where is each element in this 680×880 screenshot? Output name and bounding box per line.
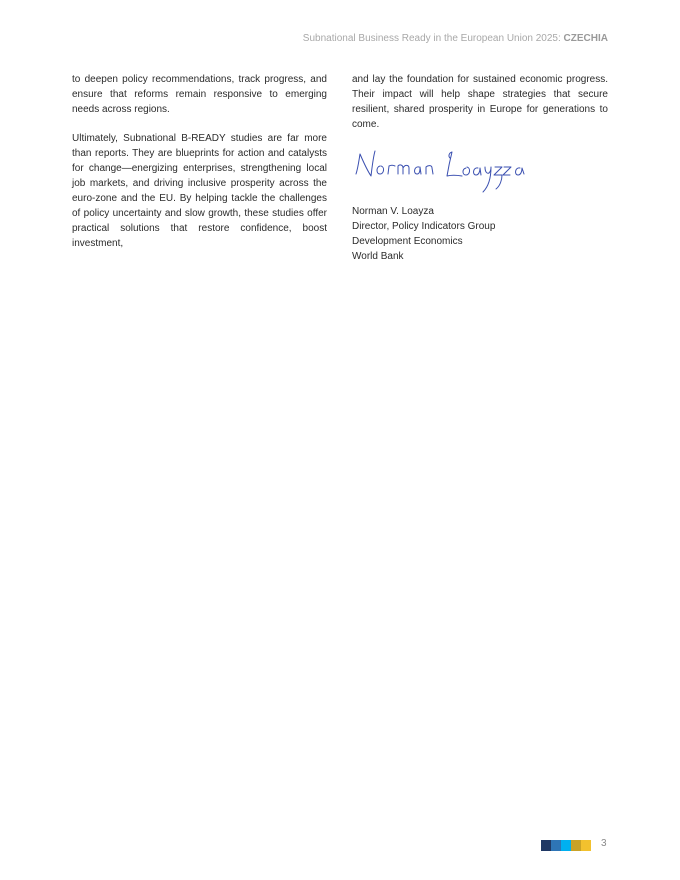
left-column [72,72,327,265]
running-header [303,33,608,44]
header-title: Subnational Business Ready in the European Union 2025: [302,33,564,44]
right-column [352,72,608,264]
signatory-title: Director, Policy Indicators Group [352,221,496,232]
body-paragraph: Ultimately, Subnational B-READY studies are far more than reports. They are blueprints for action and catalysts for change—energizing enterprises, strengthening local job markets, and driving inclusive prosperity across the euro-zone and the EU. By helping tackle the challenges of policy uncertainty and slow growth, these studies offer practical solutions that restore confidence, boost investment, [72,133,327,249]
signatory-unit: Development Economics [352,236,463,247]
color-block [551,840,561,851]
handwritten-signature [352,146,527,198]
body-paragraph: and lay the foundation for sustained economic progress. Their impact will help shape strategies that secure resilient, shared prosperity in Europe for generations to come. [352,74,608,130]
color-block [571,840,581,851]
header-country: CZECHIA [563,33,608,44]
signatory-organization: World Bank [352,251,404,262]
color-block [541,840,551,851]
page-number: 3 [601,838,607,849]
color-block [581,840,591,851]
body-paragraph: to deepen policy recommendations, track progress, and ensure that reforms remain responsive to emerging needs across regions. [72,74,327,115]
color-block [561,840,571,851]
signatory-name: Norman V. Loayza [352,206,434,217]
footer-color-bar [541,840,591,851]
